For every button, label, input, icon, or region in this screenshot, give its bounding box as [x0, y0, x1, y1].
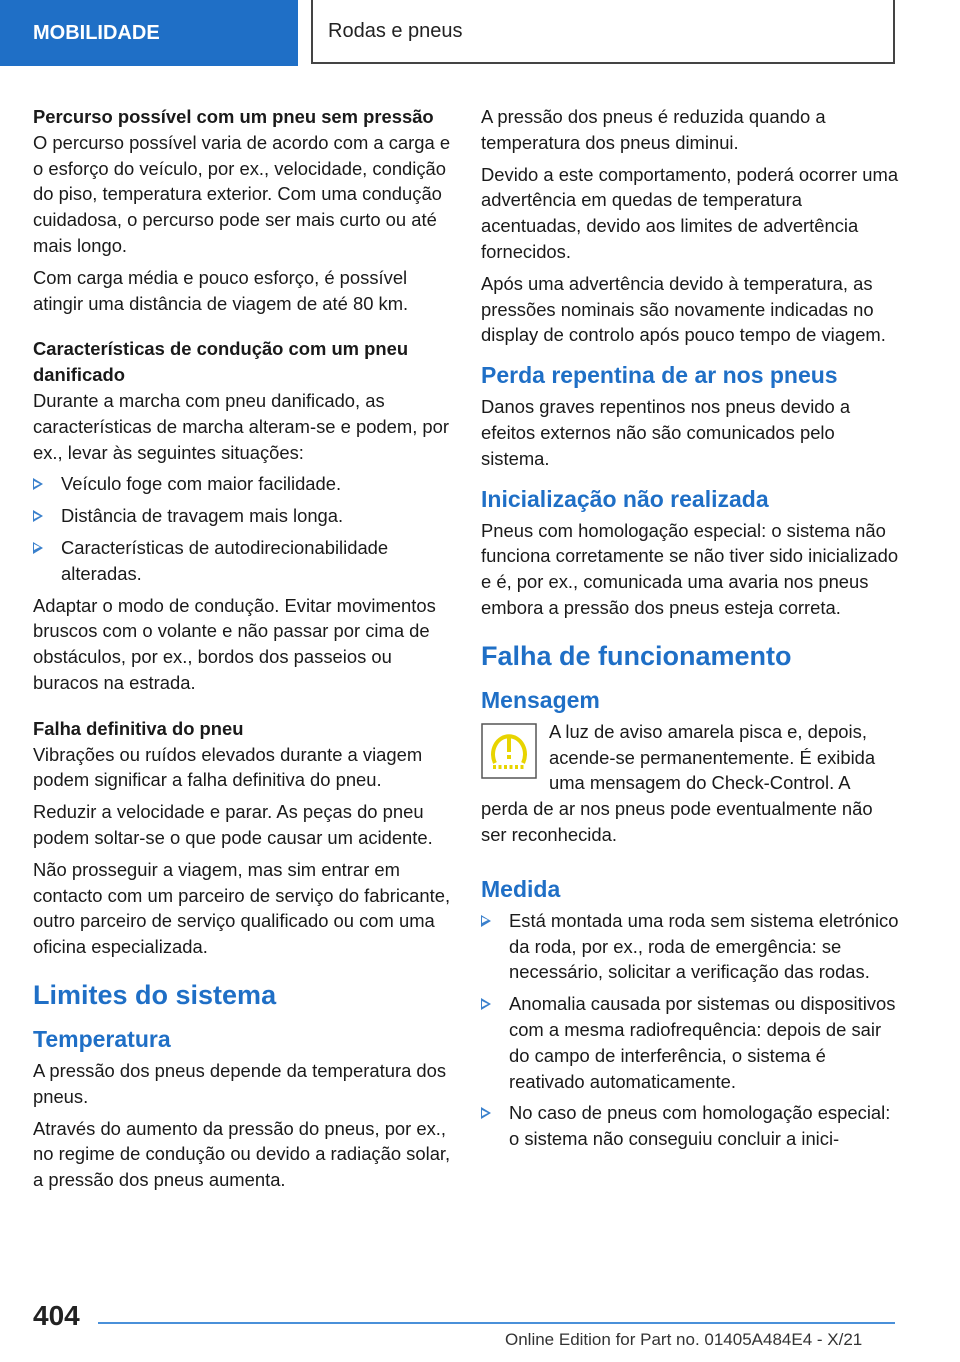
left-column [33, 104, 453, 1199]
right-column [481, 104, 901, 1158]
paragraph: O percurso possível varia de acordo com a carga e o esforço do veículo, por ex., velocidade, condição do piso, temperatura exterior. Com uma condução cuidadosa, o percurso pode ser mais curto ou até mais longo. [33, 131, 451, 256]
list-item: Distância de travagem mais longa. [33, 503, 453, 529]
heading-measure: Medida [481, 875, 561, 902]
triangle-bullet-icon [33, 478, 43, 490]
paragraph: Durante a marcha com pneu danificado, as características de marcha alteram-se e podem, por ex., levar às seguintes situações: [33, 389, 450, 463]
list-item: Veículo foge com maior facilidade. [33, 471, 453, 497]
paragraph: Através do aumento da pressão do pneus, por ex., no regime de condução ou devido a radiação solar, a pressão dos pneus aumenta. [33, 1117, 451, 1191]
chapter-label: Rodas e pneus [328, 19, 463, 42]
heading-air-loss: Perda repentina de ar nos pneus [481, 362, 838, 389]
paragraph: A pressão dos pneus é reduzida quando a temperatura dos pneus diminui. [481, 106, 826, 153]
subsection-title: Percurso possível com um pneu sem pressão [33, 106, 434, 127]
paragraph: Vibrações ou ruídos elevados durante a viagem podem significar a falha definitiva do pneu. [33, 743, 423, 791]
list-item: Características de autodirecionabilidade alteradas. [33, 535, 453, 587]
triangle-bullet-icon [33, 510, 43, 522]
triangle-bullet-icon [481, 998, 491, 1010]
heading-initialization: Inicialização não realizada [481, 485, 769, 512]
paragraph: A pressão dos pneus depende da temperatura dos pneus. [33, 1059, 447, 1107]
paragraph: Danos graves repentinos nos pneus devido a efeitos externos não são comunicados pelo sistema. [481, 396, 851, 469]
paragraph: Pneus com homologação especial: o sistema não funciona corretamente se não tiver sido inicializado e é, por ex., comunicada uma avaria nos pneus embora a pressão dos pneus esteja correta. [481, 519, 899, 618]
paragraph: Com carga média e pouco esforço, é possível atingir uma distância de viagem de até 80 km. [33, 266, 409, 314]
tire-pressure-warning-icon [481, 723, 537, 779]
paragraph: A luz de aviso amarela pisca e, depois, acende-se permanentemente. É exibida uma mensagem do Check-Control. A perda de ar nos pneus pode eventualmente não ser reconhecida. [481, 720, 876, 845]
page-number: 404 [33, 1300, 80, 1331]
bullet-list [33, 471, 453, 586]
paragraph: Não prosseguir a viagem, mas sim entrar em contacto com um parceiro de serviço do fabricante, outro parceiro de serviço qualificado ou com uma oficina especializada. [33, 858, 451, 958]
list-item: Está montada uma roda sem sistema eletrónico da roda, por ex., roda de emergência: se necessário, solicitar a verificação das rodas. [481, 908, 901, 985]
message-block [481, 719, 901, 848]
triangle-bullet-icon [33, 542, 43, 554]
bullet-list [481, 908, 901, 1152]
triangle-bullet-icon [481, 915, 491, 927]
triangle-bullet-icon [481, 1107, 491, 1119]
heading-temperature: Temperatura [33, 1025, 171, 1052]
heading-limits: Limites do sistema [33, 979, 277, 1010]
paragraph: Devido a este comportamento, poderá ocorrer uma advertência em quedas de temperatura acentuadas, devido aos limites de advertência fornecidos. [481, 163, 899, 262]
footer-divider [98, 1322, 895, 1324]
heading-malfunction: Falha de funcionamento [481, 640, 792, 671]
subsection-title: Falha definitiva do pneu [33, 717, 244, 739]
footer-edition: Online Edition for Part no. 01405A484E4 - X/21 [505, 1330, 863, 1349]
list-item: No caso de pneus com homologação especial: o sistema não conseguiu concluir a inici- [481, 1100, 901, 1152]
paragraph: Adaptar o modo de condução. Evitar movimentos bruscos com o volante e não passar por cima de obstáculos, por ex., bordos dos passeios ou buracos na estrada. [33, 594, 436, 693]
section-tab [0, 0, 298, 66]
subsection-title: Características de condução com um pneu danificado [33, 338, 409, 386]
list-item: Anomalia causada por sistemas ou dispositivos com a mesma radiofrequência: depois de sair do campo de interferência, o sistema é reativado automaticamente. [481, 991, 901, 1094]
section-label: MOBILIDADE [33, 21, 160, 44]
heading-message: Mensagem [481, 686, 600, 713]
chapter-tab [311, 0, 895, 64]
paragraph: Reduzir a velocidade e parar. As peças do pneu podem soltar-se o que pode causar um acidente. [33, 801, 433, 848]
paragraph: Após uma advertência devido à temperatura, as pressões nominais são novamente indicadas no display de controlo após pouco tempo de viagem. [481, 272, 886, 346]
